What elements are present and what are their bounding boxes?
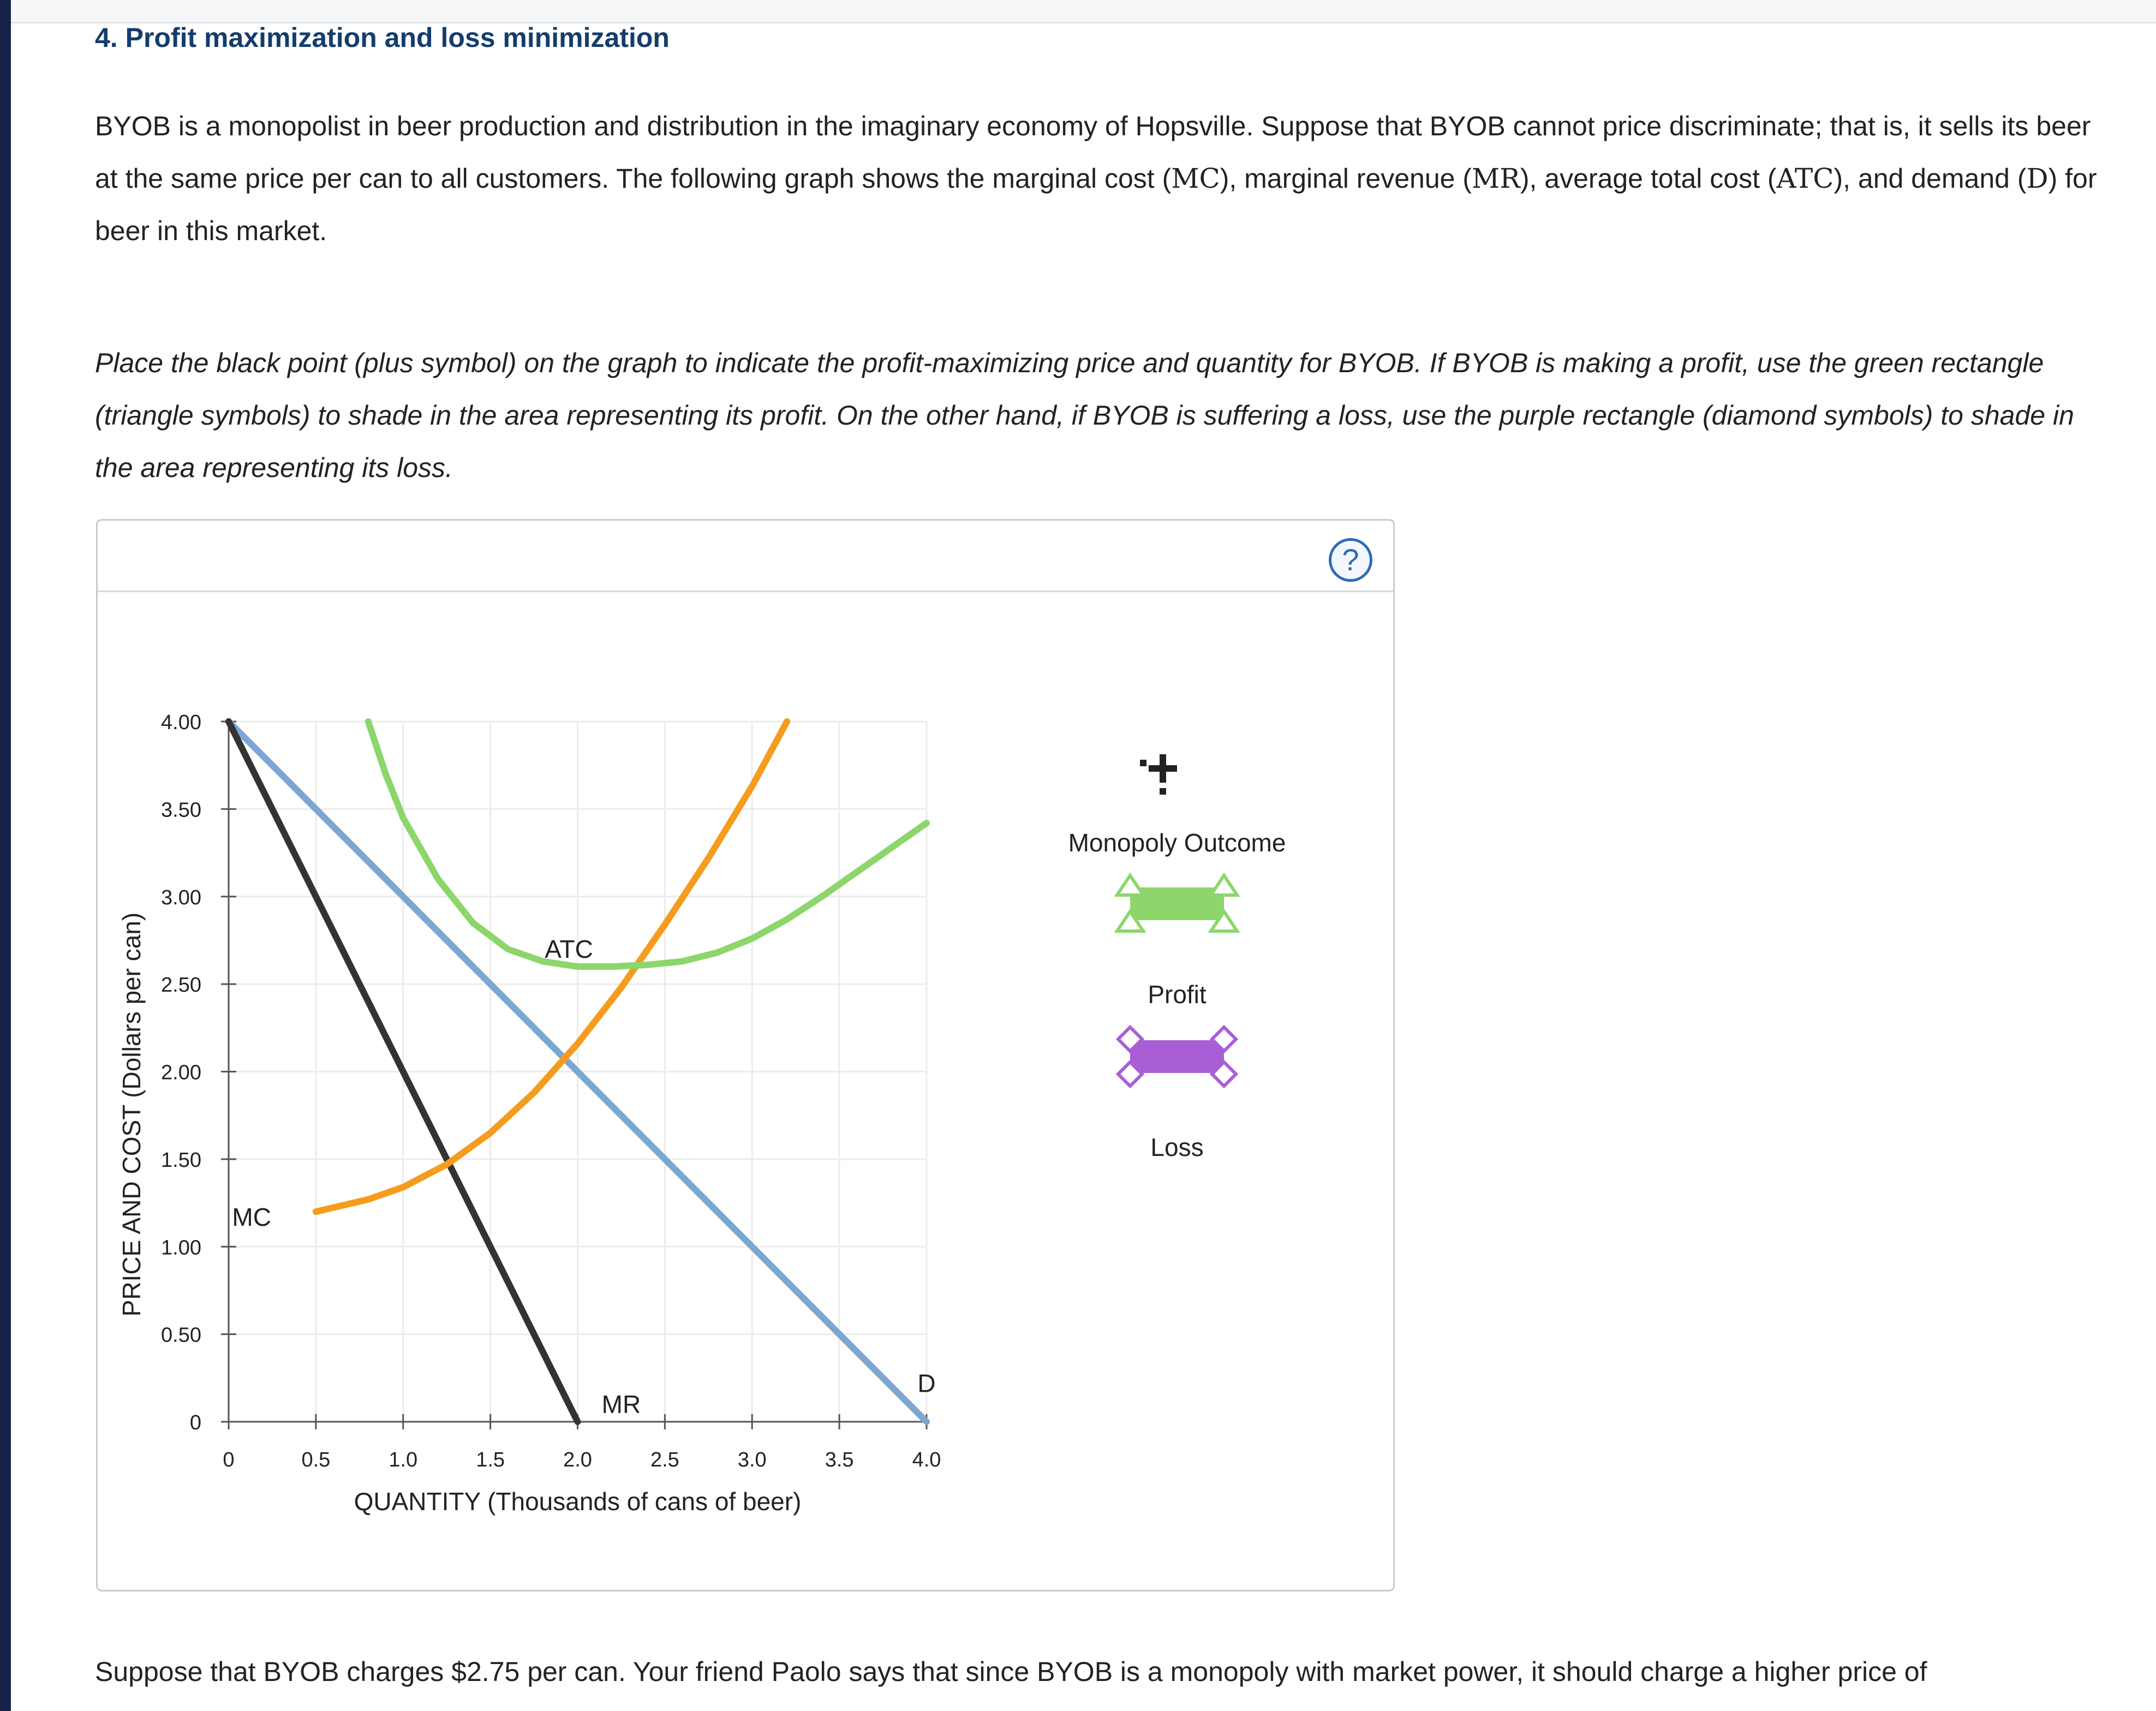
profit-label: Profit [1148, 980, 1207, 1009]
x-axis-title: QUANTITY (Thousands of cans of beer) [354, 1487, 802, 1516]
atc-label: ATC [545, 935, 593, 964]
point-marker-icon [1140, 760, 1146, 766]
y-axis-title: PRICE AND COST (Dollars per can) [117, 912, 146, 1317]
y-tick-label: 1.00 [161, 1236, 201, 1260]
graph-panel [96, 519, 1395, 1591]
x-tick-label: 3.5 [825, 1448, 854, 1471]
marginal-cost-curve [316, 722, 787, 1212]
x-tick-label: 1.5 [476, 1448, 505, 1471]
loss-swatch [1130, 1040, 1224, 1073]
monopoly-outcome-tool[interactable] [1068, 754, 1286, 857]
point-marker-icon [1160, 788, 1166, 795]
demand-label: D [917, 1369, 936, 1398]
triangle-icon [1211, 875, 1237, 895]
loss-label: Loss [1150, 1133, 1204, 1161]
left-accent-bar [0, 0, 11, 1711]
y-tick-label: 4.00 [161, 711, 201, 734]
average-total-cost-curve [368, 722, 927, 967]
y-tick-label: 0 [189, 1411, 201, 1434]
y-tick-label: 2.50 [161, 974, 201, 997]
triangle-icon [1117, 875, 1143, 895]
y-tick-label: 0.50 [161, 1324, 201, 1347]
x-tick-label: 2.0 [563, 1448, 592, 1471]
instructions-paragraph: Place the black point (plus symbol) on the graph to indicate the profit-maximizing price and quantity for BYOB. If BYOB is making a profit, use the green rectangle (triangle symbols) to shade in the area representing its profit. On the other hand, if BYOB is suffering a loss, use the purple rectangle (diamond symbols) to shade in the area representing its loss. [95, 348, 2074, 483]
x-tick-label: 4.0 [912, 1448, 941, 1471]
help-button[interactable]: ? [1329, 538, 1372, 582]
mc-symbol: MC [1171, 163, 1220, 194]
follow-up-paragraph: Suppose that BYOB charges $2.75 per can. Your friend Paolo says that since BYOB is a monopoly with market power, it should charge a higher price of [95, 1656, 1927, 1687]
y-tick-label: 1.50 [161, 1148, 201, 1172]
d-symbol: D [2026, 163, 2049, 194]
plus-icon-horizontal [1149, 765, 1177, 772]
x-tick-label: 1.0 [389, 1448, 418, 1471]
loss-rectangle-tool[interactable] [1118, 1027, 1236, 1161]
x-tick-label: 2.5 [650, 1448, 679, 1471]
x-tick-label: 0.5 [301, 1448, 331, 1471]
y-tick-label: 2.00 [161, 1061, 201, 1084]
chart-svg[interactable] [98, 521, 1393, 1590]
mr-label: MR [601, 1390, 641, 1418]
x-tick-label: 0 [223, 1448, 235, 1471]
question-heading: 4. Profit maximization and loss minimization [95, 22, 670, 53]
y-tick-label: 3.50 [161, 798, 201, 822]
profit-swatch [1130, 887, 1224, 920]
top-rule [11, 0, 2156, 23]
intro-paragraph: BYOB is a monopolist in beer production and distribution in the imaginary economy of Hopsville. Suppose that BYOB cannot price discriminate; that is, it sells its beer at the same price per can to all customers. The following graph shows the marginal cost (MC), marginal revenue (MR), average total cost (ATC), and demand (D) for beer in this market. [95, 111, 2097, 246]
mr-symbol: MR [1472, 163, 1520, 194]
atc-symbol: ATC [1776, 163, 1834, 194]
mc-label: MC [232, 1202, 271, 1231]
monopoly-outcome-label: Monopoly Outcome [1068, 828, 1286, 857]
profit-rectangle-tool[interactable] [1117, 875, 1237, 1009]
x-tick-label: 3.0 [737, 1448, 767, 1471]
y-tick-label: 3.00 [161, 886, 201, 909]
